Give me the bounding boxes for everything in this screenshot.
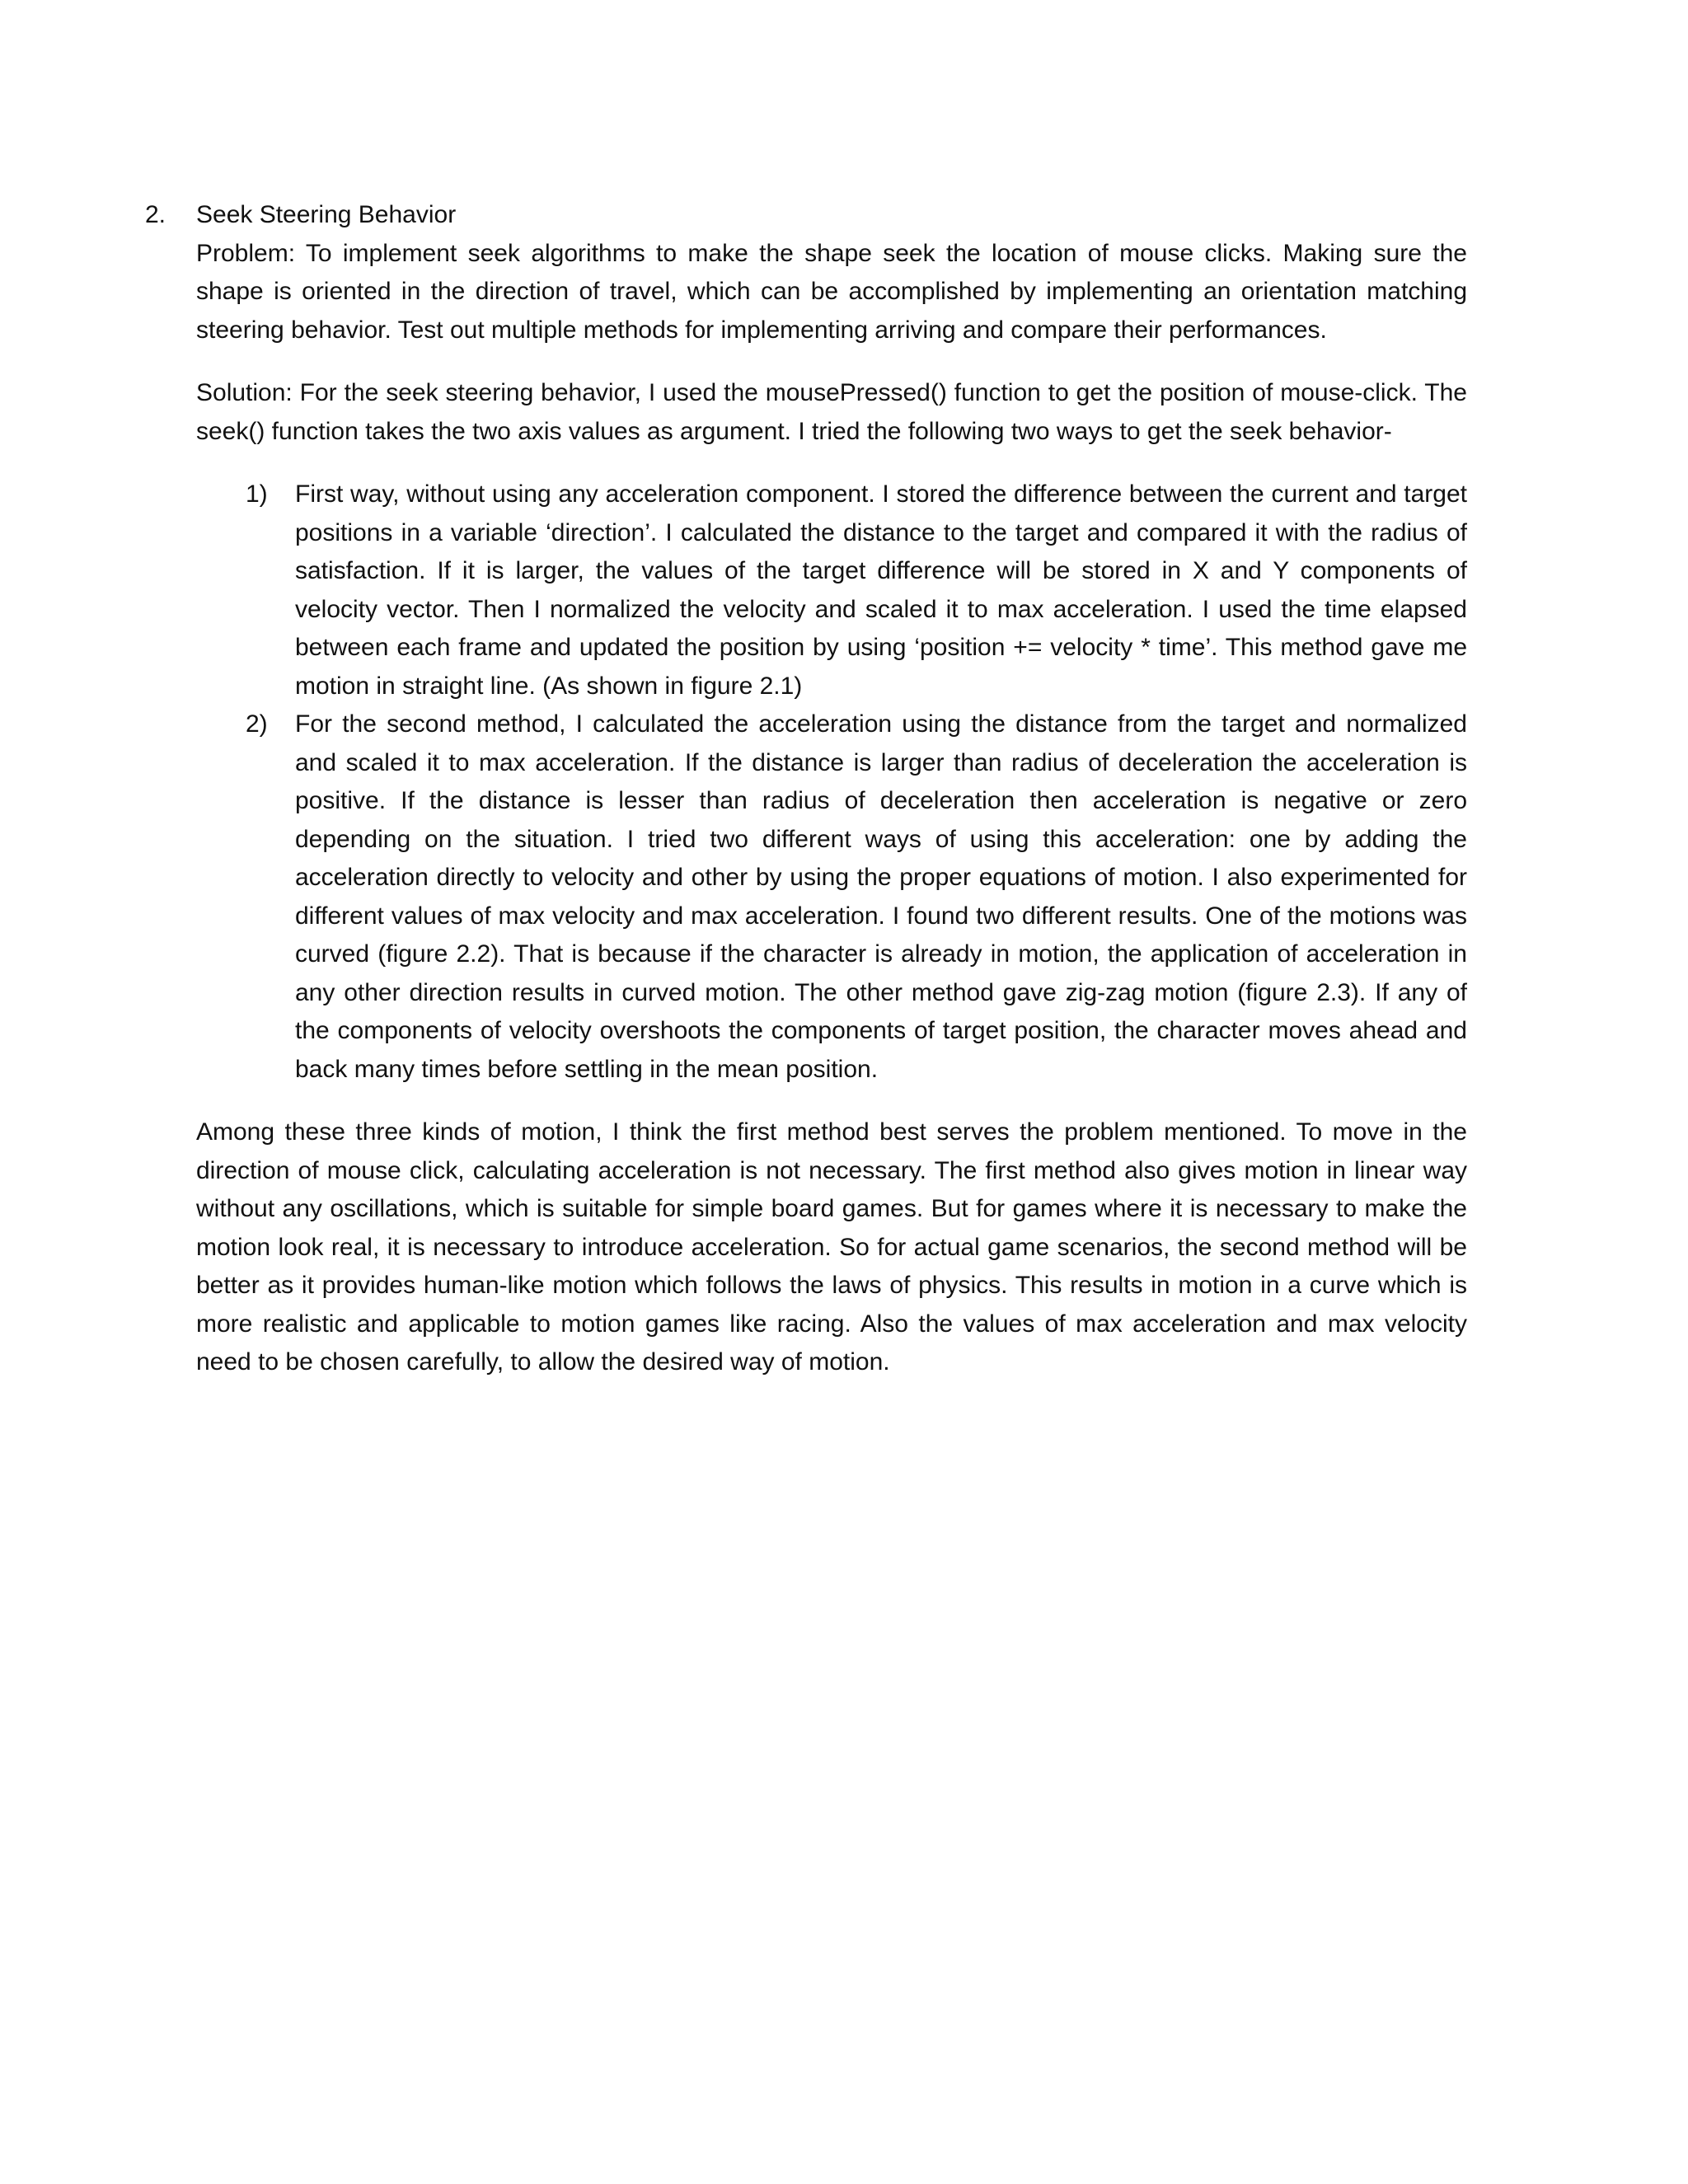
list-item	[246, 705, 1467, 1089]
conclusion-paragraph: Among these three kinds of motion, I think the first method best serves the problem mentioned. To move in the direction of mouse click, calculating acceleration is not necessary. The first method also gives motion in linear way without any oscillations, which is suitable for simple board games. But for games where it is necessary to make the motion look real, it is necessary to introduce acceleration. So for actual game scenarios, the second method will be better as it provides human-like motion which follows the laws of physics. This results in motion in a curve which is more realistic and applicable to motion games like racing. Also the values of max acceleration and max velocity need to be chosen carefully, to allow the desired way of motion.	[196, 1118, 1467, 1376]
list-item	[246, 476, 1467, 705]
problem-paragraph: Problem: To implement seek algorithms to make the shape seek the location of mouse clicks. Making sure the shape is oriented in the direction of travel, which can be accomplished by implementing an orientation matching steering behavior. Test out multiple methods for implementing arriving and compare their performances.	[196, 239, 1467, 344]
list-item-text: For the second method, I calculated the acceleration using the distance from the target and normalized and scaled it to max acceleration. If the distance is larger than radius of deceleration the acceleration is positive. If the distance is lesser than radius of deceleration then acceleration is negative or zero depending on the situation. I tried two different ways of using this acceleration: one by adding the acceleration directly to velocity and other by using the proper equations of motion. I also experimented for different values of max velocity and max acceleration. I found two different results. One of the motions was curved (figure 2.2). That is because if the character is already in motion, the application of acceleration in any other direction results in curved motion. The other method gave zig-zag motion (figure 2.3). If any of the components of velocity overshoots the components of target position, the character moves ahead and back many times before settling in the mean position.	[295, 710, 1467, 1083]
methods-list	[196, 476, 1467, 1089]
list-item-marker: 1)	[246, 480, 268, 508]
section-number: 2.	[145, 201, 166, 228]
section-title: Seek Steering Behavior	[196, 201, 457, 228]
solution-paragraph: Solution: For the seek steering behavior, I used the mousePressed() function to get the position of mouse-click. The seek() function takes the two axis values as argument. I tried the following two ways to get the seek behavior-	[196, 379, 1467, 445]
list-item-marker: 2)	[246, 710, 268, 738]
list-item-text: First way, without using any acceleration component. I stored the difference between the current and target positions in a variable ‘direction’. I calculated the distance to the target and compared it with the radius of satisfaction. If it is larger, the values of the target difference will be stored in X and Y components of velocity vector. Then I normalized the velocity and scaled it to max acceleration. I used the time elapsed between each frame and updated the position by using ‘position += velocity * time’. This method gave me motion in straight line. (As shown in figure 2.1)	[295, 480, 1467, 700]
section-heading	[145, 196, 1467, 235]
document-body	[145, 196, 1467, 1382]
